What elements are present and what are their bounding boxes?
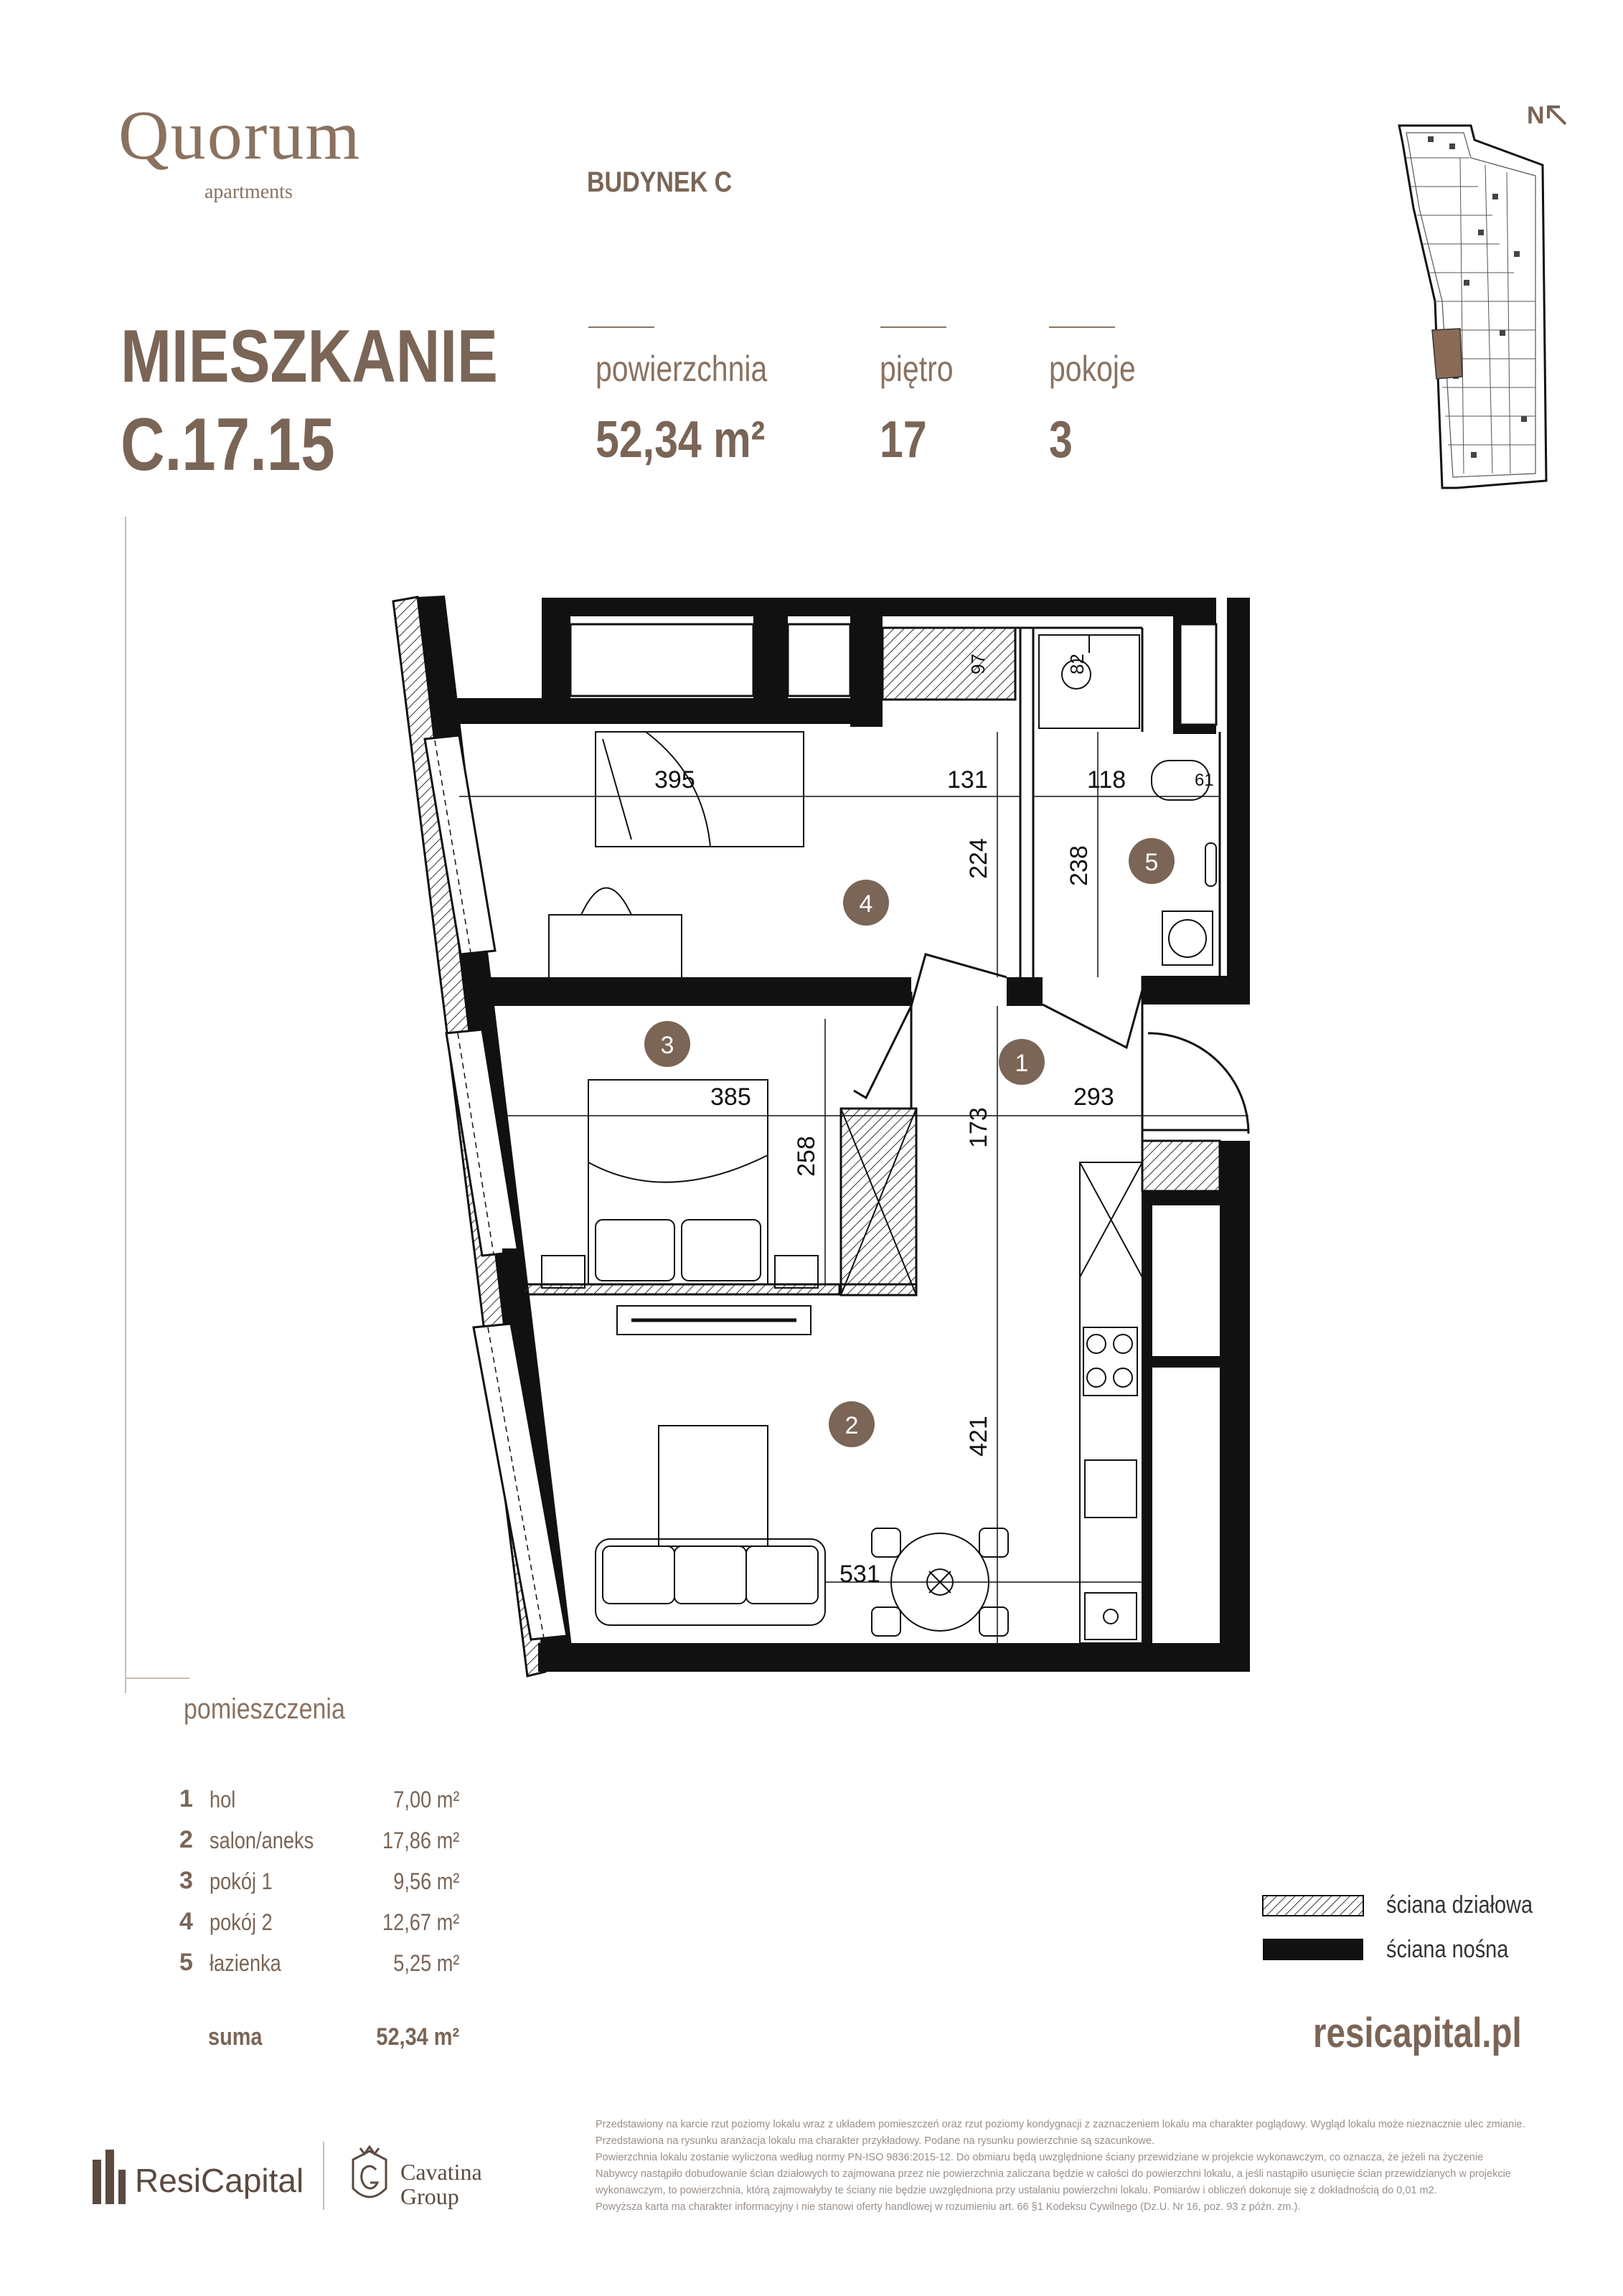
north-arrow-icon bbox=[1544, 103, 1570, 128]
room-badge-4 bbox=[843, 880, 889, 926]
svg-text:293: 293 bbox=[1073, 1083, 1114, 1111]
stat-label-floor: piętro bbox=[880, 349, 954, 389]
left-guide-line bbox=[125, 517, 126, 1693]
legend-swatch-solid bbox=[1263, 1939, 1363, 1960]
dimension-labels bbox=[654, 654, 1214, 1588]
stat-rule bbox=[588, 326, 654, 328]
floor-plan bbox=[380, 581, 1284, 1700]
room-row: 1 hol 7,00 m² bbox=[179, 1785, 459, 1812]
highlighted-unit bbox=[1432, 329, 1462, 379]
key-plan bbox=[1385, 115, 1557, 502]
stat-rule bbox=[880, 326, 946, 328]
svg-text:385: 385 bbox=[710, 1083, 751, 1111]
north-label: N bbox=[1527, 102, 1545, 129]
svg-text:61: 61 bbox=[1195, 771, 1214, 790]
legend-swatches bbox=[1261, 1893, 1369, 1965]
resicapital-logo-text: ResiCapital bbox=[135, 2162, 304, 2199]
svg-text:173: 173 bbox=[965, 1107, 992, 1148]
svg-text:118: 118 bbox=[1087, 766, 1126, 794]
room-badge-5 bbox=[1129, 838, 1175, 884]
svg-text:238: 238 bbox=[1065, 845, 1093, 886]
svg-text:131: 131 bbox=[947, 766, 988, 794]
disclaimer: Przedstawiony na karcie rzut poziomy lokalu wraz z układem pomieszczeń oraz rzut poziomy kondygnacji z zaznaczeniem lokalu ma charakter poglądowy. Wygląd lokalu może nieznacznie ulec zmianie. Przedstawiona na rysunku aranżacja lokalu ma charakter przykładowy. Podane na rysunku powierzchnie są szacunkowe. Powierzchnia lokalu zostanie wyliczona według normy PN-ISO 9836:2015-12. Do obmiaru będą uwzględnione ściany przewidziane w projekcie wykonawczym, co oznacza, że jeżeli na życzenie Nabywcy nastąpiło dobudowanie ścian działowych to zajmowana przez nie powierzchnia zaliczana będzie w całości do powierzchni lokalu, a jeśli nastąpiło usunięcie ścian przewidzianych w projekcie wykonawczym, to powierzchnia, którą zajmowałyby te ściany nie będzie uwzględniona przy ustalaniu powierzchni lokalu. Pomiarów i obliczeń dokonuje się z dokładnością do 0,01 m2. Powyższa karta ma charakter informacyjny i nie stanowi oferty handlowej w rozumieniu art. 66 §1 Kodeksu Cywilnego (Dz.U. Nr 16, poz. 93 z późn. zm.). bbox=[596, 2119, 1525, 2213]
svg-text:258: 258 bbox=[793, 1136, 820, 1177]
legend-label-partition: ściana działowa bbox=[1386, 1891, 1533, 1919]
sum-value: 52,34 m² bbox=[376, 2023, 459, 2051]
svg-text:97: 97 bbox=[967, 654, 989, 674]
footer-divider bbox=[323, 2142, 324, 2210]
svg-text:531: 531 bbox=[839, 1561, 880, 1588]
cavatina-logo-text: Cavatina Group bbox=[400, 2159, 482, 2209]
room-badge-3 bbox=[644, 1021, 690, 1067]
apartment-title: MIESZKANIE bbox=[121, 315, 498, 398]
stat-value-floor: 17 bbox=[880, 411, 927, 469]
apartment-code: C.17.15 bbox=[121, 403, 335, 486]
building-label: BUDYNEK C bbox=[587, 166, 733, 198]
website-link[interactable]: resicapital.pl bbox=[1313, 2010, 1522, 2056]
brand-logo: Quorum bbox=[118, 97, 362, 174]
room-row: 5 łazienka 5,25 m² bbox=[179, 1949, 459, 1976]
resicapital-logo-icon bbox=[90, 2145, 128, 2207]
stat-value-rooms: 3 bbox=[1049, 411, 1073, 469]
room-badge-2 bbox=[829, 1401, 875, 1447]
svg-text:395: 395 bbox=[654, 766, 695, 794]
legend-swatch-hatched bbox=[1263, 1896, 1363, 1916]
stat-rule bbox=[1049, 326, 1115, 328]
svg-text:224: 224 bbox=[965, 838, 992, 879]
svg-text:421: 421 bbox=[965, 1416, 992, 1457]
guide-tick bbox=[125, 1678, 189, 1679]
stat-label-rooms: pokoje bbox=[1049, 349, 1136, 389]
svg-text:82: 82 bbox=[1066, 654, 1088, 674]
room-badge-1 bbox=[999, 1039, 1045, 1085]
facade-windows bbox=[393, 596, 574, 1676]
stat-label-area: powierzchnia bbox=[596, 349, 768, 389]
svg-text:2: 2 bbox=[845, 1412, 859, 1439]
room-row: 2 salon/aneks 17,86 m² bbox=[179, 1826, 459, 1853]
stat-value-area: 52,34 m² bbox=[596, 411, 766, 469]
cavatina-logo-icon bbox=[347, 2145, 392, 2207]
sum-label: suma bbox=[208, 2023, 263, 2051]
room-row: 4 pokój 2 12,67 m² bbox=[179, 1908, 459, 1935]
legend-label-loadbearing: ściana nośna bbox=[1386, 1936, 1509, 1963]
brand-subtitle: apartments bbox=[204, 181, 293, 203]
svg-text:4: 4 bbox=[859, 890, 873, 918]
svg-text:3: 3 bbox=[660, 1032, 674, 1059]
svg-text:5: 5 bbox=[1144, 849, 1159, 876]
rooms-title: pomieszczenia bbox=[184, 1693, 345, 1725]
svg-text:1: 1 bbox=[1015, 1050, 1029, 1077]
room-row: 3 pokój 1 9,56 m² bbox=[179, 1867, 459, 1894]
